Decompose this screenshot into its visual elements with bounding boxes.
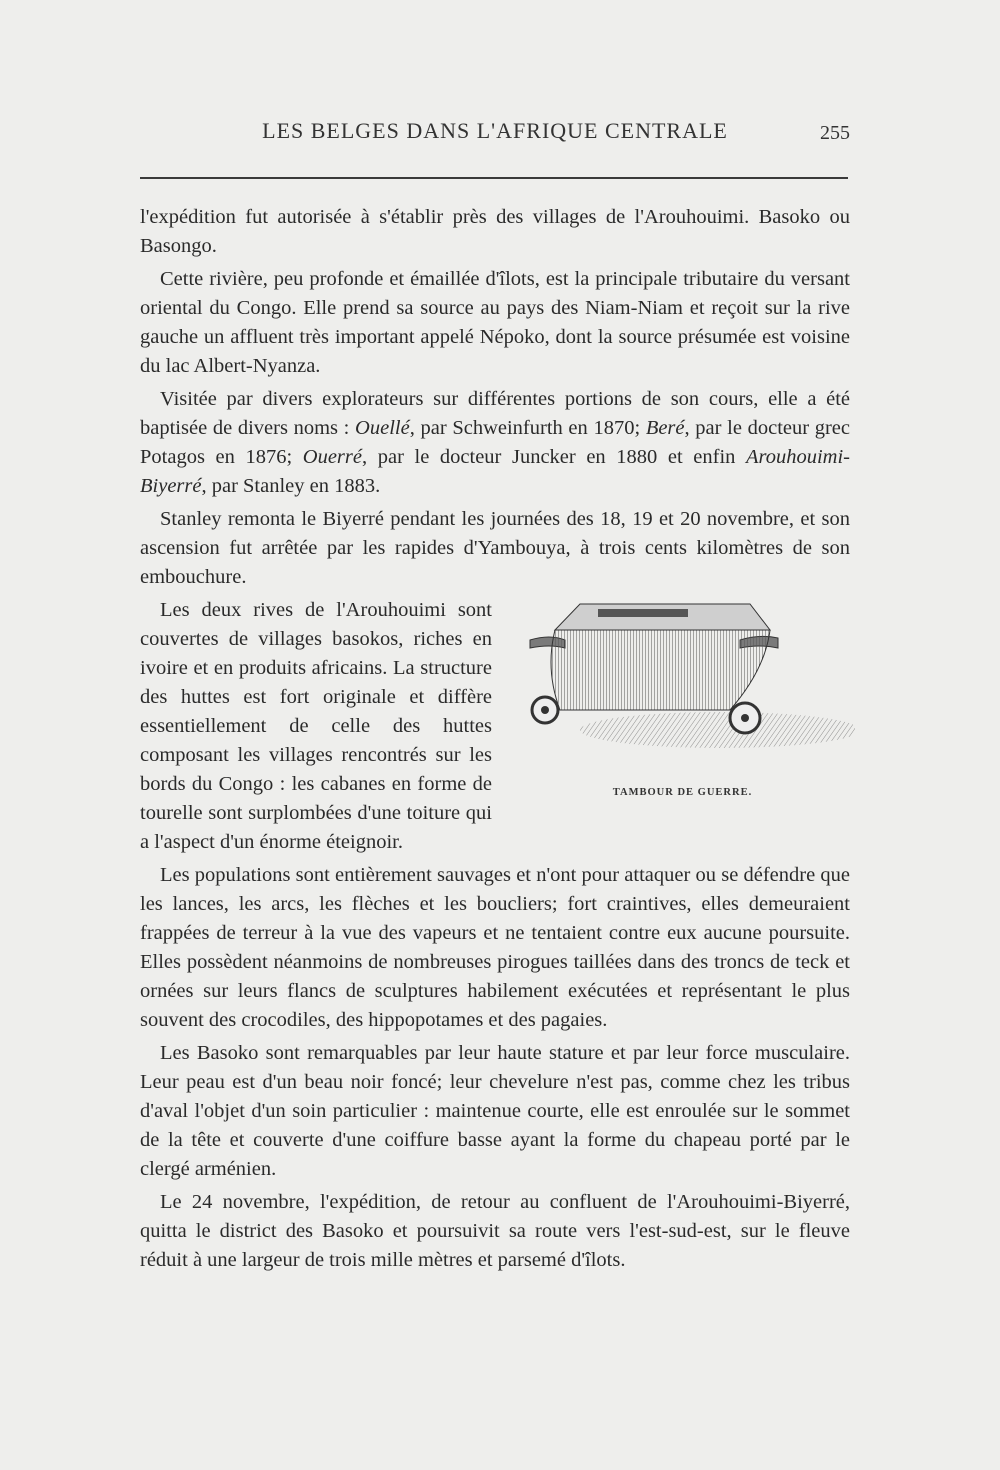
figure-caption: TAMBOUR DE GUERRE. (612, 787, 753, 798)
header-rule (140, 177, 848, 179)
war-drum-illustration (510, 600, 855, 775)
war-drum-figure (510, 600, 855, 812)
paragraph-7: Les Basoko sont remarquables par leur haute stature et par leur force musculaire. Leur peau est d'un beau noir foncé; leur chevelure n'est pas, comme chez les tribus d'aval l'objet d'un soin particulier : maintenue courte, elle est enroulée sur le sommet de la tête et couverte d'une coiffure basse ayant la forme du chapeau porté par le clergé arménien. (140, 1042, 850, 1180)
name-ouelle: Ouellé (355, 417, 410, 439)
paragraph-3-text-b: , par Schweinfurth en 1870; (409, 417, 646, 439)
paragraph-3-text-c: , par le docteur grec Potagos en 1876; (140, 417, 851, 468)
paragraph-2: Cette rivière, peu profonde et émaillée d'îlots, est la principale tributaire du versant oriental du Congo. Elle prend sa source au pays des Niam-Niam et reçoit sur la rive gauche un affluent très important appelé Népoko, dont la source présumée est voisine du lac Albert-Nyanza. (140, 268, 850, 377)
page-number: 255 (820, 122, 850, 144)
paragraph-8: Le 24 novembre, l'expédition, de retour au confluent de l'Arouhouimi-Biyerré, quitta le district des Basoko et poursuivit sa route vers l'est-sud-est, sur le fleuve réduit à une largeur de trois mille mètres et parsemé d'îlots. (140, 1191, 850, 1271)
paragraph-4: Stanley remonta le Biyerré pendant les journées des 18, 19 et 20 novembre, et son ascension fut arrêtée par les rapides d'Yambouya, à trois cents kilomètres de son embouchure. (140, 508, 850, 588)
name-ouerre: Ouerré (302, 446, 362, 468)
paragraph-3-text-e: , par Stanley en 1883. (201, 475, 381, 497)
paragraph-6: Les populations sont entièrement sauvages et n'ont pour attaquer ou se défendre que les lances, les arcs, les flèches et les boucliers; fort craintives, elles demeuraient frappées de terreur à la vue des vapeurs et ne tentaient contre eux aucune poursuite. Elles possèdent néanmoins de nombreuses pirogues taillées dans des troncs de teck et ornées sur leurs flancs de sculptures habilement exécutées et représentant le plus souvent des crocodiles, des hippopotames et des pagaies. (140, 864, 850, 1031)
name-arouhouimi-biyerre: Arouhouimi-Biyerré (140, 446, 850, 497)
name-bere: Beré (645, 417, 685, 439)
paragraph-3 (140, 385, 850, 501)
paragraph-3-text-d: , par le docteur Juncker en 1880 et enfin (362, 446, 746, 468)
body-text (140, 203, 850, 1279)
paragraph-1: l'expédition fut autorisée à s'établir près des villages de l'Arouhouimi. Basoko ou Basongo. (140, 206, 850, 257)
running-title: LES BELGES DANS L'AFRIQUE CENTRALE (262, 118, 728, 143)
paragraph-3-text-a: Visitée par divers explorateurs sur différentes portions de son cours, elle a été baptisée de divers noms : (140, 388, 850, 439)
paragraph-5: Les deux rives de l'Arouhouimi sont couvertes de villages basokos, riches en ivoire et en produits africains. La structure des huttes est fort originale et diffère essentiellement de celle des huttes composant les villages rencontrés sur les bords du Congo : les cabanes en forme de tourelle sont surplombées d'une toiture qui a l'aspect d'un énorme éteignoir. (140, 599, 492, 853)
